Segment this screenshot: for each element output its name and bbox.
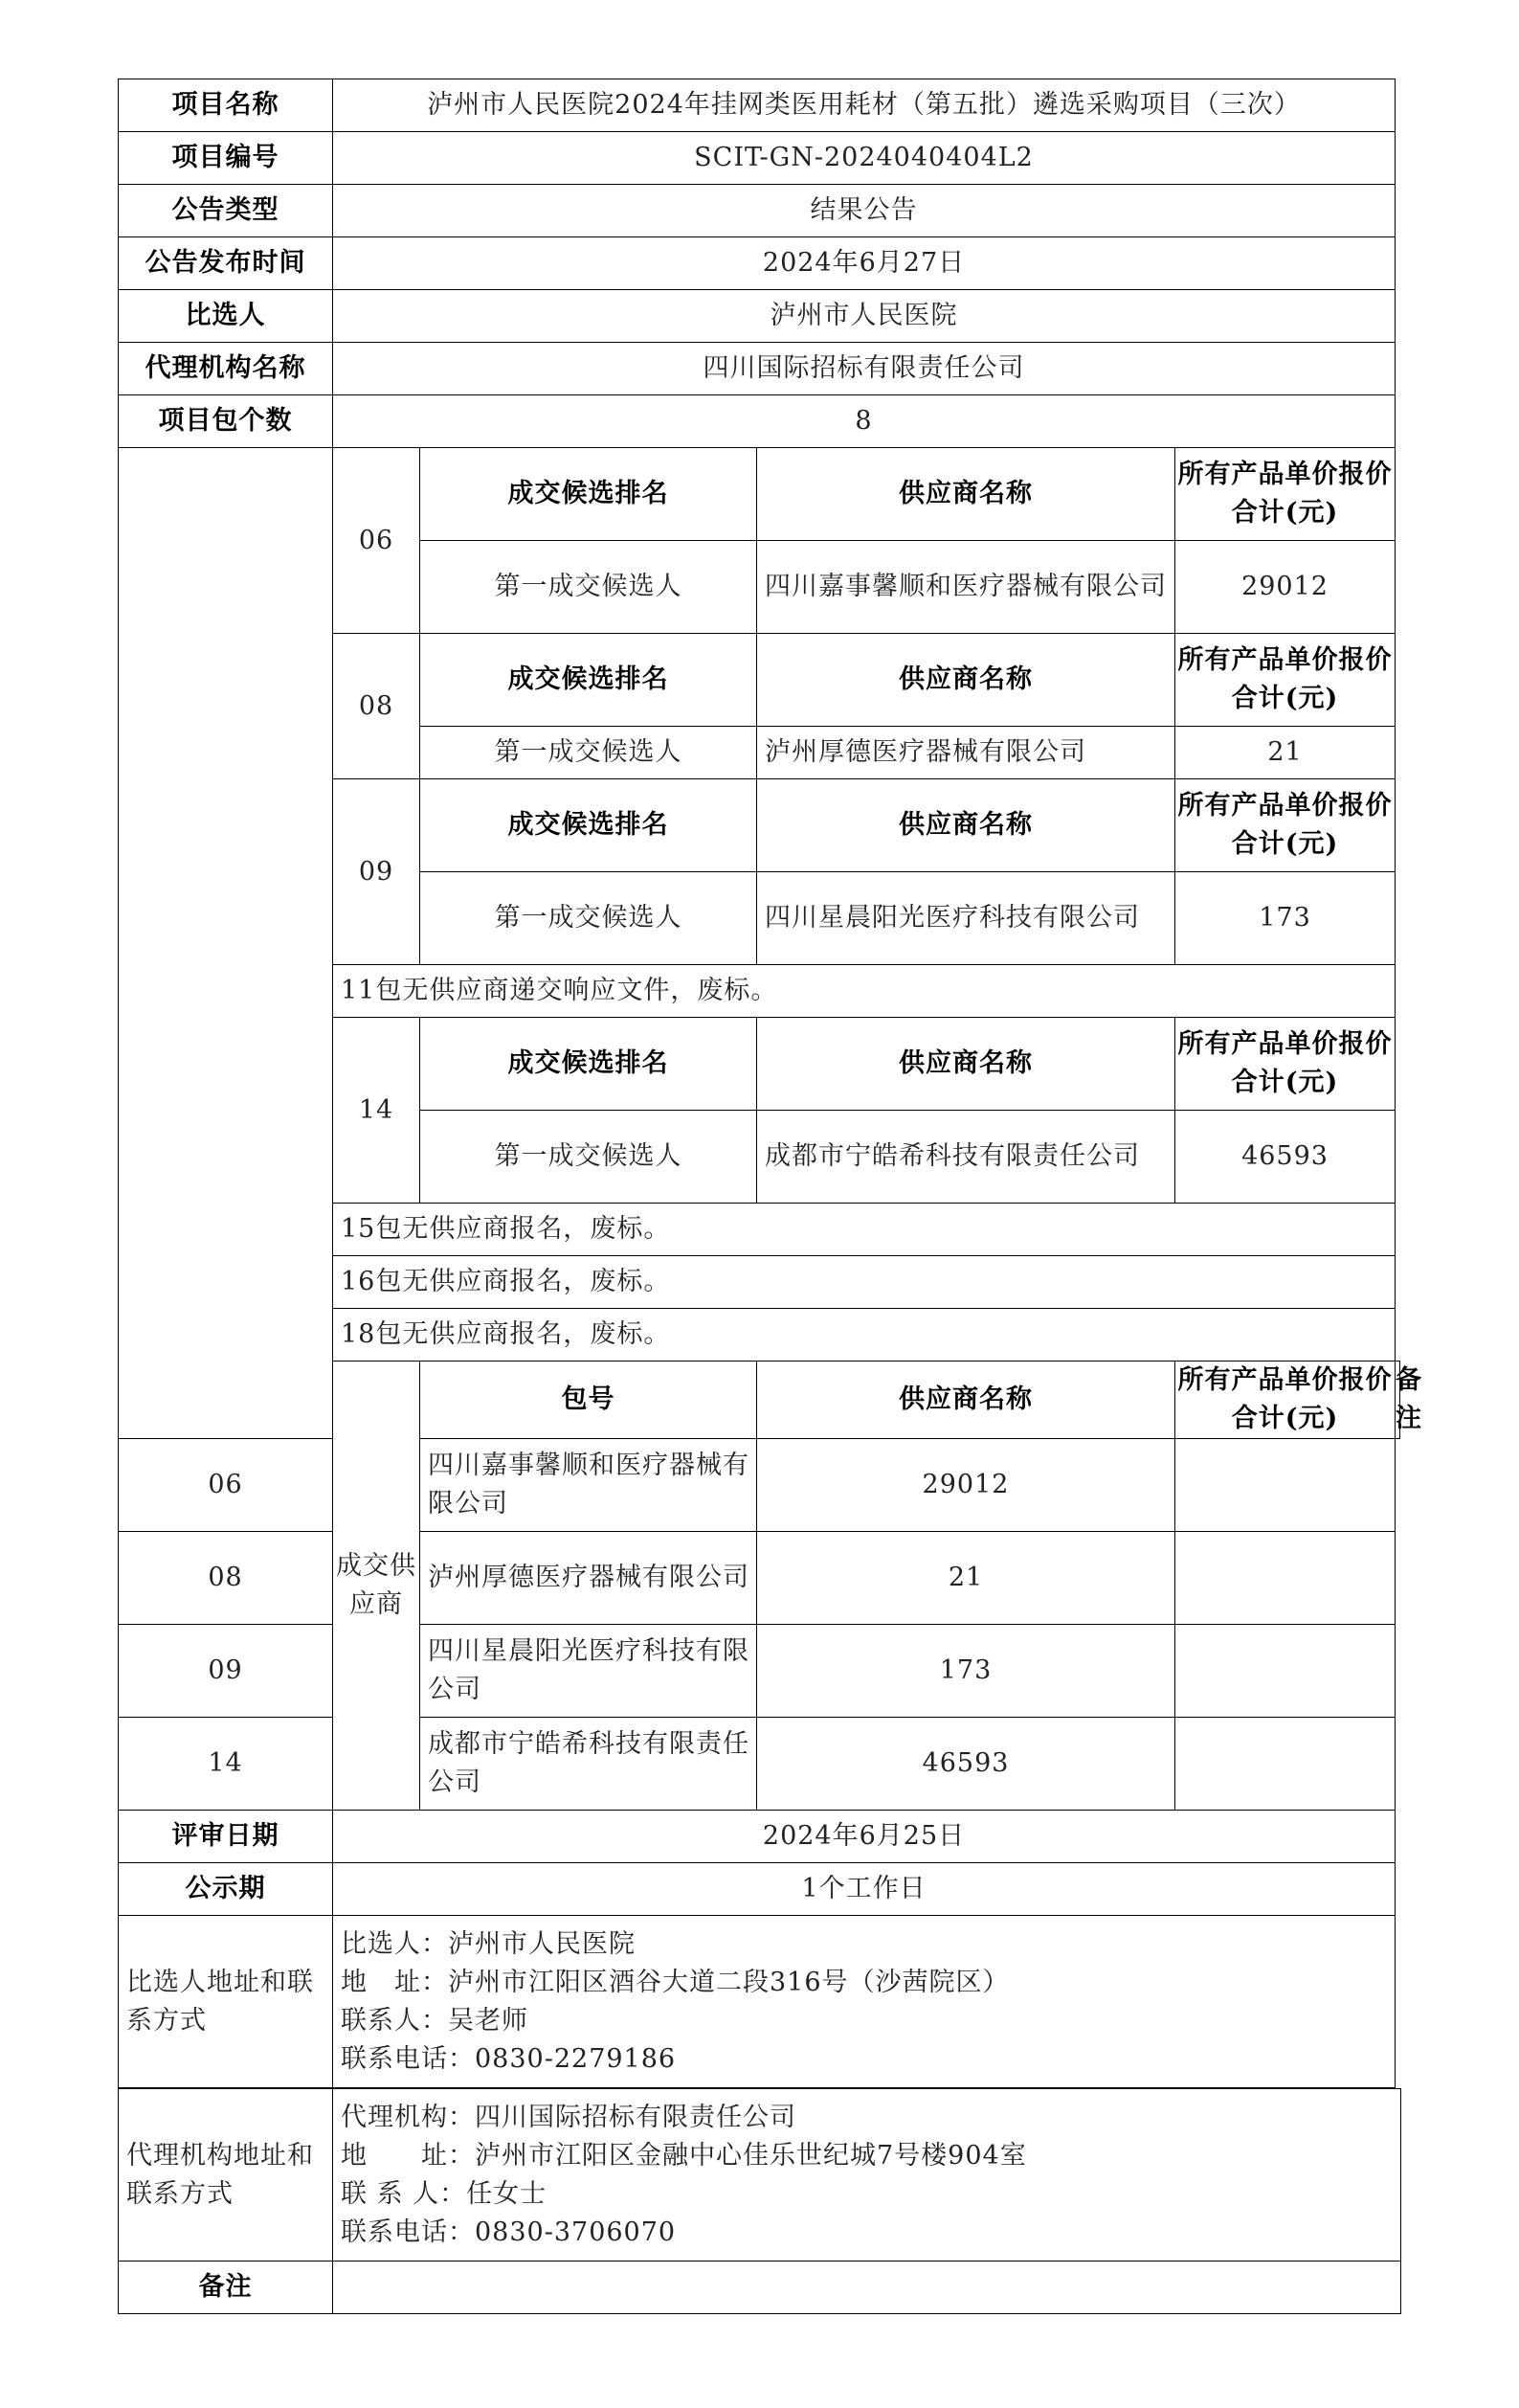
package-number: 08 [333, 634, 420, 779]
award-supplier: 四川星晨阳光医疗科技有限公司 [420, 1625, 757, 1718]
package-note: 15包无供应商报名，废标。 [333, 1204, 1396, 1256]
award-supplier: 泸州厚德医疗器械有限公司 [420, 1532, 757, 1625]
price-header: 所有产品单价报价合计(元) [1175, 448, 1396, 541]
rank-header: 成交候选排名 [420, 634, 757, 727]
publicity-period-value: 1个工作日 [333, 1863, 1396, 1916]
review-date-label: 评审日期 [119, 1811, 333, 1863]
award-no: 08 [119, 1532, 333, 1625]
agency-name-value: 四川国际招标有限责任公司 [333, 343, 1396, 395]
buyer-contact-label: 比选人地址和联系方式 [119, 1916, 333, 2088]
package-count-label: 项目包个数 [119, 395, 333, 448]
price-header: 所有产品单价报价合计(元) [1175, 779, 1396, 872]
supplier-header: 供应商名称 [757, 634, 1175, 727]
agency-contact-line: 联 系 人：任女士 [341, 2178, 547, 2209]
award-price-header: 所有产品单价报价合计(元) [1175, 1362, 1396, 1439]
agency-table [118, 2088, 1401, 2314]
project-name-value: 泸州市人民医院2024年挂网类医用耗材（第五批）遴选采购项目（三次） [333, 79, 1396, 132]
candidate-supplier: 四川星晨阳光医疗科技有限公司 [757, 872, 1175, 965]
project-number-label: 项目编号 [119, 132, 333, 185]
award-remark-header: 备注 [1396, 1362, 1400, 1439]
award-price: 173 [757, 1625, 1175, 1718]
announcement-table [118, 79, 1423, 2088]
package-note: 16包无供应商报名，废标。 [333, 1256, 1396, 1309]
agency-contact-line: 联系电话：0830-3706070 [341, 2217, 677, 2247]
candidates-label-cell [119, 448, 333, 1439]
supplier-header: 供应商名称 [757, 448, 1175, 541]
buyer-contact-line: 比选人：泸州市人民医院 [341, 1928, 636, 1959]
award-no: 09 [119, 1625, 333, 1718]
package-number: 14 [333, 1018, 420, 1204]
award-price: 29012 [757, 1439, 1175, 1532]
award-no: 06 [119, 1439, 333, 1532]
rank-header: 成交候选排名 [420, 1018, 757, 1111]
remark-label: 备注 [119, 2262, 333, 2314]
price-header: 所有产品单价报价合计(元) [1175, 634, 1396, 727]
buyer-contact-block [333, 1916, 1396, 2088]
agency-contact-label: 代理机构地址和联系方式 [119, 2089, 333, 2262]
project-number-value: SCIT-GN-2024040404L2 [333, 132, 1396, 185]
supplier-header: 供应商名称 [757, 779, 1175, 872]
buyer-contact-line: 地 址：泸州市江阳区酒谷大道二段316号（沙茜院区） [341, 1967, 1010, 1997]
buyer-value: 泸州市人民医院 [333, 290, 1396, 343]
award-remark [1175, 1718, 1396, 1811]
candidate-price: 46593 [1175, 1111, 1396, 1204]
candidate-supplier: 成都市宁皓希科技有限责任公司 [757, 1111, 1175, 1204]
buyer-label: 比选人 [119, 290, 333, 343]
notice-type-label: 公告类型 [119, 185, 333, 237]
review-date-value: 2024年6月25日 [333, 1811, 1396, 1863]
candidate-rank: 第一成交候选人 [420, 727, 757, 779]
price-header: 所有产品单价报价合计(元) [1175, 1018, 1396, 1111]
agency-name-label: 代理机构名称 [119, 343, 333, 395]
candidate-price: 173 [1175, 872, 1396, 965]
notice-type-value: 结果公告 [333, 185, 1396, 237]
package-number: 06 [333, 448, 420, 634]
award-label: 成交供应商 [333, 1362, 420, 1811]
package-note: 18包无供应商报名，废标。 [333, 1309, 1396, 1362]
buyer-contact-line: 联系电话：0830-2279186 [341, 2043, 677, 2074]
candidate-rank: 第一成交候选人 [420, 872, 757, 965]
award-remark [1175, 1439, 1396, 1532]
rank-header: 成交候选排名 [420, 779, 757, 872]
award-no-header: 包号 [420, 1362, 757, 1439]
package-note: 11包无供应商递交响应文件，废标。 [333, 965, 1396, 1018]
candidate-supplier: 泸州厚德医疗器械有限公司 [757, 727, 1175, 779]
package-number: 09 [333, 779, 420, 965]
remark-value [333, 2262, 1401, 2314]
candidate-price: 21 [1175, 727, 1396, 779]
candidate-rank: 第一成交候选人 [420, 541, 757, 634]
buyer-contact-line: 联系人：吴老师 [341, 2005, 528, 2036]
agency-contact-line: 地 址：泸州市江阳区金融中心佳乐世纪城7号楼904室 [341, 2140, 1027, 2171]
publish-time-value: 2024年6月27日 [333, 237, 1396, 290]
award-remark [1175, 1625, 1396, 1718]
award-price: 21 [757, 1532, 1175, 1625]
award-price: 46593 [757, 1718, 1175, 1811]
award-remark [1175, 1532, 1396, 1625]
project-name-label: 项目名称 [119, 79, 333, 132]
candidate-supplier: 四川嘉事馨顺和医疗器械有限公司 [757, 541, 1175, 634]
award-no: 14 [119, 1718, 333, 1811]
award-supplier: 四川嘉事馨顺和医疗器械有限公司 [420, 1439, 757, 1532]
publicity-period-label: 公示期 [119, 1863, 333, 1916]
award-supplier-header: 供应商名称 [757, 1362, 1175, 1439]
supplier-header: 供应商名称 [757, 1018, 1175, 1111]
award-supplier: 成都市宁皓希科技有限责任公司 [420, 1718, 757, 1811]
package-count-value: 8 [333, 395, 1396, 448]
rank-header: 成交候选排名 [420, 448, 757, 541]
publish-time-label: 公告发布时间 [119, 237, 333, 290]
agency-contact-block [333, 2089, 1401, 2262]
agency-contact-line: 代理机构：四川国际招标有限责任公司 [341, 2102, 796, 2132]
candidate-rank: 第一成交候选人 [420, 1111, 757, 1204]
candidate-price: 29012 [1175, 541, 1396, 634]
